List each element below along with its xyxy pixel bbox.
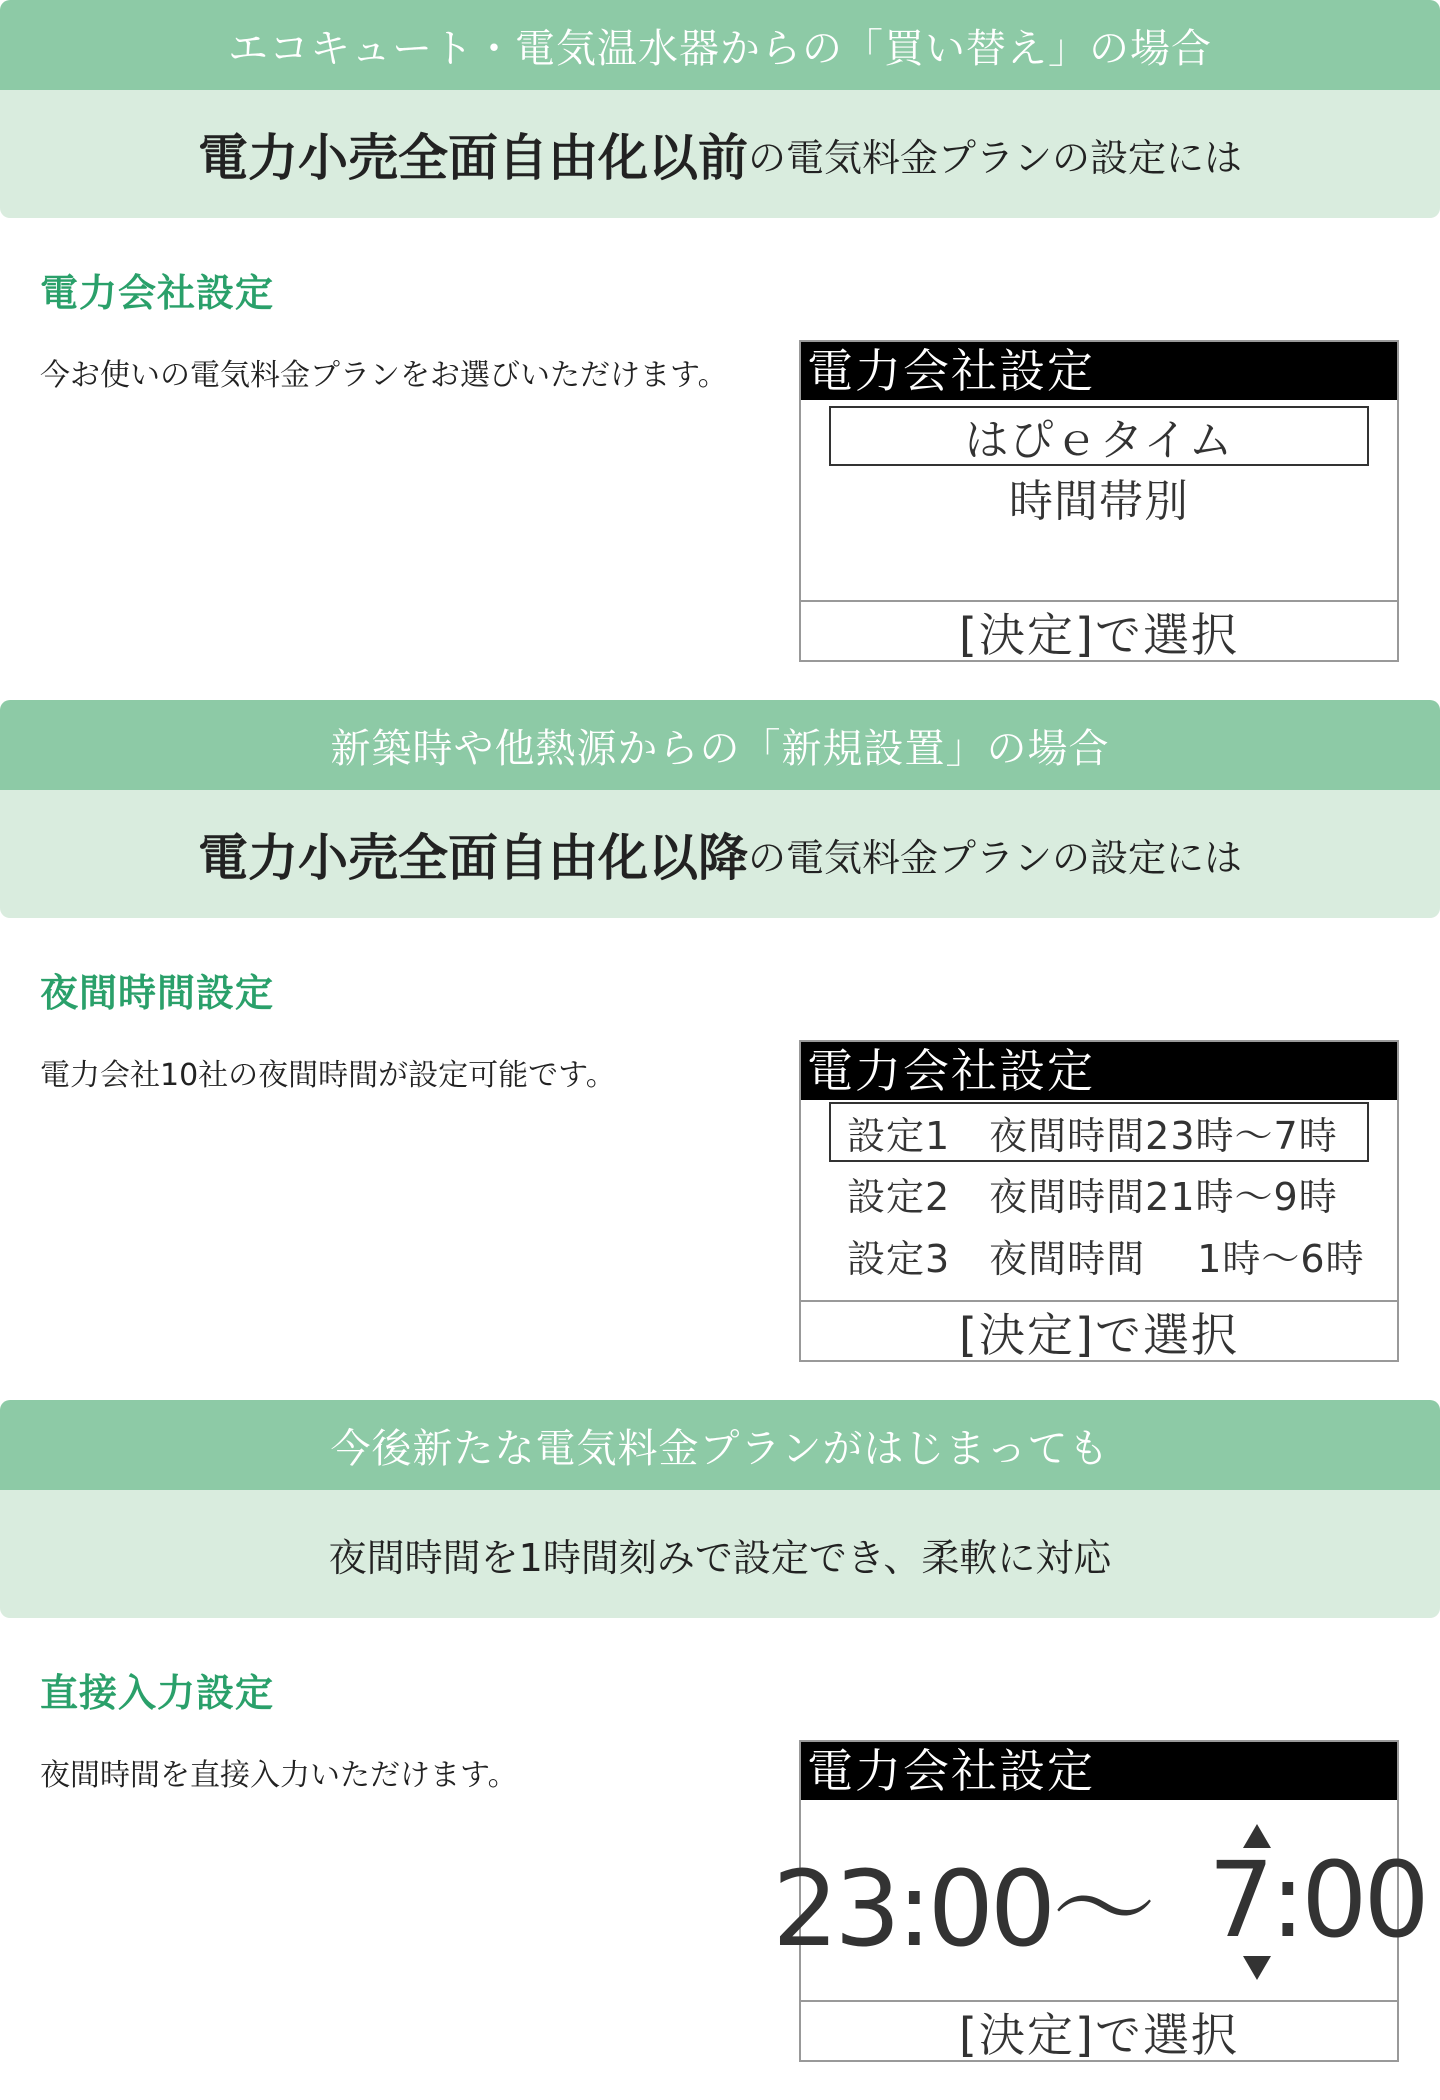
panel-footer: [決定]で選択 (959, 2008, 1239, 2062)
section-2-description: 電力会社10社の夜間時間が設定可能です。 (40, 1058, 616, 1093)
section-2-title: 夜間時間設定 (40, 971, 275, 1015)
panel-footer: [決定]で選択 (959, 608, 1239, 662)
panel-option-selected[interactable]: 設定1 夜間時間23時〜7時 (829, 1102, 1369, 1162)
section-3-subheading (0, 1490, 1440, 1618)
section-2-band: 新築時や他熱源からの「新規設置」の場合 (0, 700, 1440, 790)
arrow-down-icon[interactable] (1243, 1956, 1271, 1980)
section-2-subheading-strong: 電力小売全面自由化以降 (197, 829, 748, 887)
section-1-subheading-strong: 電力小売全面自由化以前 (197, 129, 748, 187)
time-end[interactable]: 7:00 (1208, 1839, 1426, 1961)
panel-option-list (801, 400, 1397, 602)
arrow-up-icon[interactable] (1243, 1824, 1271, 1848)
time-start: 23:00〜 (772, 1848, 1153, 1970)
panel-option-list (801, 1100, 1397, 1302)
panel-header: 電力会社設定 (801, 342, 1397, 400)
section-1-title: 電力会社設定 (40, 271, 275, 315)
section-1-subheading-rest: の電気料金プランの設定には (747, 135, 1242, 180)
section-2-subheading-rest: の電気料金プランの設定には (747, 835, 1242, 880)
panel-time-display (772, 1800, 1426, 2002)
section-1-device-panel (799, 340, 1399, 662)
panel-option-selected[interactable]: はぴｅタイム (829, 406, 1369, 466)
section-3-subheading-text: 夜間時間を1時間刻みで設定でき、柔軟に対応 (328, 1535, 1112, 1580)
section-1-subheading (0, 90, 1440, 218)
section-1-description: 今お使いの電気料金プランをお選びいただけます。 (40, 358, 728, 393)
section-2-device-panel (799, 1040, 1399, 1362)
panel-option[interactable]: 設定3 夜間時間 1時〜6時 (847, 1236, 1365, 1281)
panel-header: 電力会社設定 (801, 1042, 1397, 1100)
section-2-subheading (0, 790, 1440, 918)
panel-option[interactable]: 設定2 夜間時間21時〜9時 (847, 1174, 1338, 1219)
section-3-device-panel (772, 1740, 1426, 2062)
panel-header: 電力会社設定 (801, 1742, 1397, 1800)
section-3-band: 今後新たな電気料金プランがはじまっても (0, 1400, 1440, 1490)
panel-footer: [決定]で選択 (959, 1308, 1239, 1362)
panel-option[interactable]: 時間帯別 (1009, 476, 1189, 527)
time-readout (772, 1800, 1426, 2000)
section-3-description: 夜間時間を直接入力いただけます。 (40, 1758, 518, 1793)
section-3-title: 直接入力設定 (40, 1671, 275, 1715)
section-1-band: エコキュート・電気温水器からの「買い替え」の場合 (0, 0, 1440, 90)
